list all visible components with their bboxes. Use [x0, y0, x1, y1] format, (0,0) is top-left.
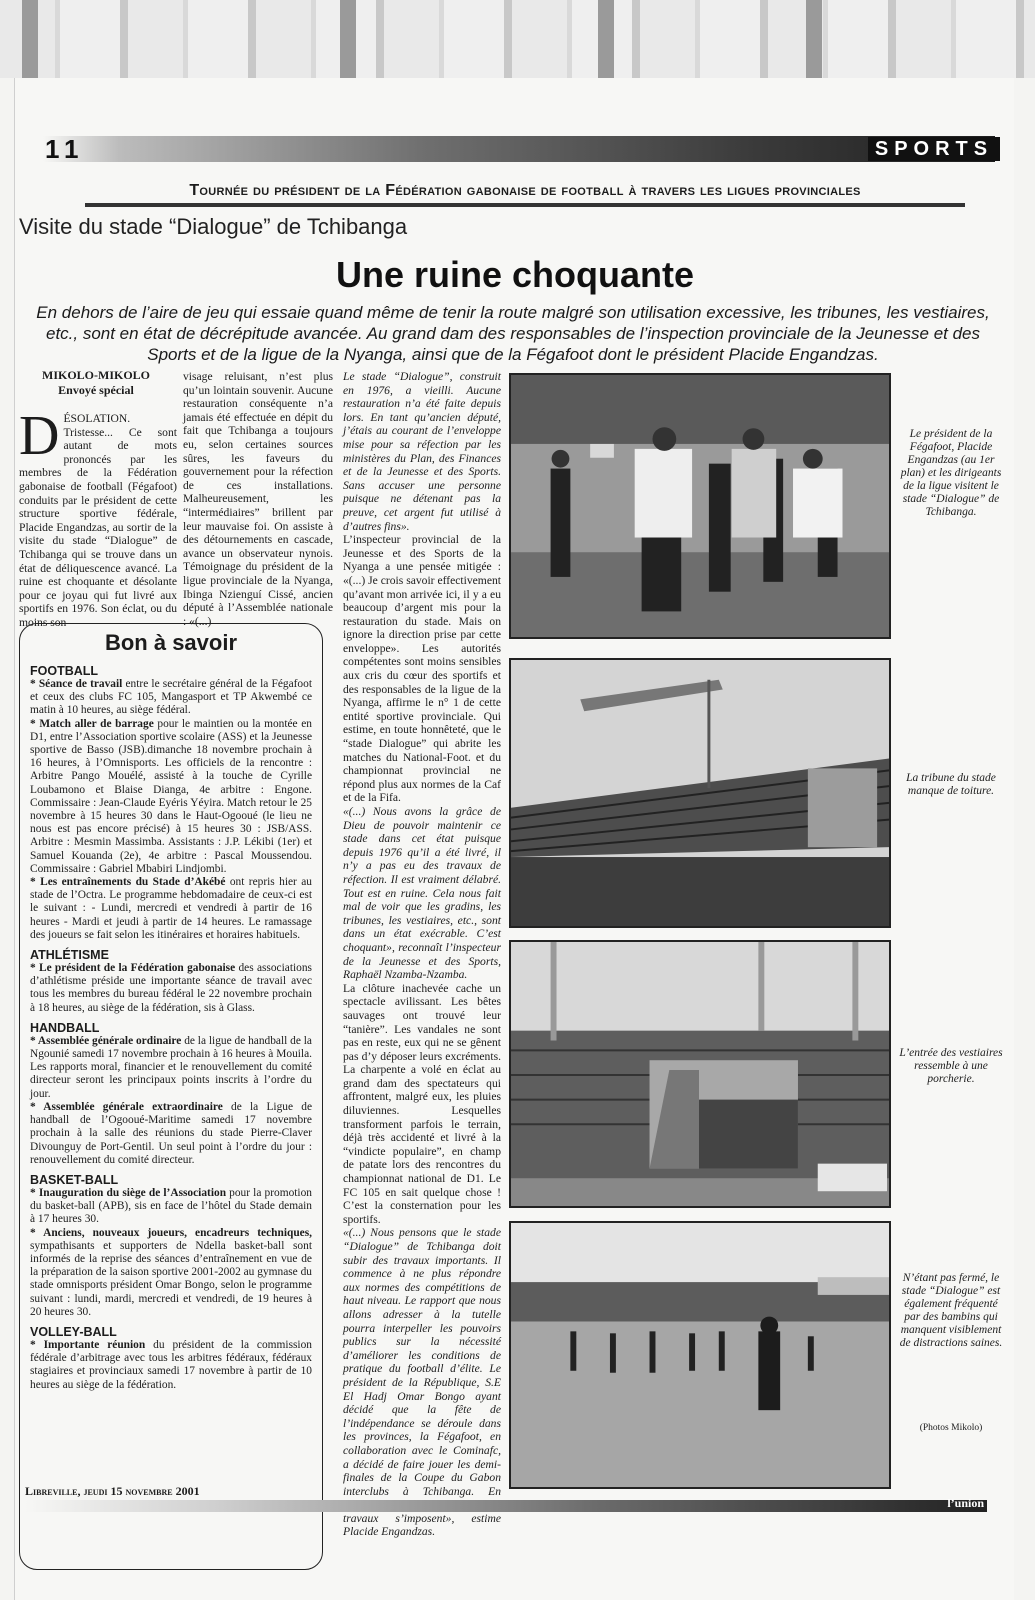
info-section-heading: FOOTBALL: [30, 664, 99, 678]
info-box: [19, 623, 323, 1570]
newspaper-page: [14, 78, 1014, 1600]
info-item: [30, 876, 312, 942]
info-box-body: [30, 664, 312, 1392]
photo-caption: N’étant pas fermé, le stade “Dialogue” est également fréquenté par des bambins qui manquent visiblement de distractions saines.: [899, 1272, 1003, 1349]
section-label: SPORTS: [868, 137, 1000, 161]
photo-credit: (Photos Mikolo): [919, 1423, 983, 1433]
info-item-lead: * Assemblée générale ordinaire: [30, 1034, 182, 1047]
info-item: [30, 1227, 312, 1319]
dateline: Libreville, jeudi 15 novembre 2001: [25, 1484, 200, 1498]
info-item: [30, 1187, 312, 1227]
info-item-lead: * Assemblée générale extraordinaire: [30, 1100, 223, 1113]
info-item: [30, 1035, 312, 1101]
info-item-text: ont repris hier au stade de l’Octra. Le programme hebdomadaire de ceux-ci est le suivant : - Lundi, mercredi et vendredi à partir de 16 heures - Mardi et jeudi à partir de 14 heures. Le ramassage des joueurs se fait selon les itinéraires et horaires habituels.: [30, 876, 312, 941]
info-section-heading: HANDBALL: [30, 1020, 100, 1035]
info-item-lead: * Match aller de barrage: [30, 717, 154, 730]
quote-paragraph: Le stade “Dialogue”, construit en 1976, a vieilli. Aucune restauration n’a été faite depuis lors. En tant qu’ancien député, j’étais au courant de l’enveloppe mise pour sa réfection par les ministères du Plan, des Finances et de la Jeunesse et des Sports. Sans accuser une personne puisque ne détenant pas la preuve, cet argent fut utilisé à d’autres fins».: [343, 370, 501, 533]
subtitle: Visite du stade “Dialogue” de Tchibanga: [19, 214, 408, 239]
byline-role: Envoyé spécial: [58, 383, 134, 397]
info-item-lead: * Inauguration du siège de l’Association: [30, 1186, 227, 1199]
info-item: [30, 678, 312, 718]
photo-grandstand: [509, 658, 891, 928]
info-item-text: du président de la commission fédérale d’arbitrage avec tous les arbitres fédéraux, fédéraux stagiaires et provinciaux samedi 17 novembre à partir de 10 heures au siège de la fédération.: [30, 1338, 312, 1391]
info-section-heading: ATHLÉTISME: [30, 948, 109, 963]
byline: [15, 368, 177, 398]
photo-caption: La tribune du stade manque de toiture.: [906, 772, 996, 797]
kicker-rule: [85, 203, 965, 207]
photo-locker-room-entrance: [509, 940, 891, 1208]
info-item-text: pour la promotion du basket-ball (APB), sis en face de l’hôtel du Stade demain à 17 heures 30.: [30, 1186, 312, 1226]
info-section-heading: VOLLEY-BALL: [30, 1324, 117, 1339]
info-item: [30, 1339, 312, 1392]
body-paragraph: L’inspecteur provincial de la Jeunesse et des Sports de la Nyanga a une pensée mitigée : «(...) Je crois savoir effectivement qu’avant mon arrivée ici, il y a eu beaucoup d’argent mis pour la restauration du stade. Mais on ignore la direction prise par cette enveloppe». Les autorités compétentes sont moins sensibles aux cris du cœur des sportifs et des responsables de la ligue de la Nyanga, affirme le n° 1 de cette entité sportive provinciale. Qui estime, en toute honnêteté, que le “stade Dialogue” qui abrite les matches du National-Foot. et du championnat provincial ne répond plus aux normes de la Caf et de la Fifa.: [343, 533, 501, 805]
column-text: ÉSOLATION. Tristesse... Ce sont autant de mots prononcés par les membres de la Fédération gabonaise de football (Fégafoot) conduits par le président de cette structure sportive fédérale, Placide Engandzas, au sortir de la visite du stade “Dialogue” de Tchibanga qui se trouve dans un état de déliquescence avancé. La ruine est choquante et désolante pour ce joyau qui fut livré aux sportifs en 1976. Son éclat, ou du moins son: [19, 412, 177, 629]
byline-name: MIKOLO-MIKOLO: [42, 368, 150, 382]
info-box-title: Bon à savoir: [104, 630, 238, 655]
info-item-text: pour le maintien ou la montée en D1, entre l’Association sportive scolaire (ASS) et la Jeunesse sportive de Basso (JSB).dimanche 18 novembre prochain à 16 heures, à l’Omnisports. Les officiels de la rencontre : Arbitre Pango Mouélé, assisté à la touche de Cyrille Loubamono et Blaise Dianga, 4e arbitre : Engone. Commissaire : Jean-Claude Eyéris Yéyira. Match retour le 25 novembre à 15 heures 30 dans le Haut-Ogooué (le lieu ne nous est pas encore précisé) à 15 heures 30 : JSB/ASS. Arbitre : Mesmin Massimba. Assistants : J.P. Lékibi (1er) et Samuel Kouanda (2e), 4e arbitre : Pascal Moussendou. Commissaire : Gabriel Mbabiri Lindjombi.: [30, 717, 312, 875]
info-item-text: de la Ligue de handball de l’Ogooué-Maritime samedi 17 novembre prochain à la salle des réunions du stade Pierre-Claver Divounguy de Port-Gentil. Un seul point à l’ordre du jour : renouvellement du comité directeur.: [30, 1100, 312, 1166]
info-item-text: entre le secrétaire général de la Fégafoot et ceux des clubs FC 105, Mangasport et TP Akwembé ce matin à 10 heures, au siège fédéral.: [30, 678, 312, 717]
photo-officials-visit: [509, 373, 891, 639]
kicker: Tournée du président de la Fédération gabonaise de football à travers les ligues provinciales: [189, 182, 861, 199]
info-item-lead: * Importante réunion: [30, 1338, 146, 1351]
scan-artifact: [340, 0, 356, 78]
scan-artifact: [22, 0, 38, 78]
info-item-text: des associations d’athlétisme préside une importante séance de travail avec tous les membres du bureau fédéral le 22 novembre prochain à 18 heures, au siège de la fédération, sis à Glass.: [30, 962, 312, 1014]
scan-margin: [0, 0, 1035, 78]
info-item: [30, 1101, 312, 1167]
info-item-text: de la ligue de handball de la Ngounié samedi 17 novembre prochain à 16 heures à Mouila. Les rapports moral, financier et le renouvellement du comité directeur seront les principaux points inscrits à l’ordre du jour.: [30, 1034, 312, 1100]
photo-caption: Le président de la Fégafoot, Placide Engandzas (au 1er plan) et les dirigeants de la ligue visitent le stade “Dialogue” de Tchibanga.: [900, 428, 1002, 518]
article-column-3: [343, 370, 501, 1539]
info-item-lead: * Séance de travail: [30, 678, 123, 690]
masthead: l’union: [947, 1496, 984, 1510]
headline: Une ruine choquante: [335, 254, 695, 295]
lead-paragraph: En dehors de l’aire de jeu qui essaie quand même de tenir la route malgré son utilisation excessive, les tribunes, les vestiaires, etc., sont en état de décrépitude avancée. Au grand dam des responsables de l’inspection provinciale de la Jeunesse et des Sports et de la ligue de la Nyanga, ainsi que de la Fégafoot dont le président Placide Engandzas.: [36, 303, 990, 364]
info-item: [30, 718, 312, 876]
quote-paragraph: «(...) Nous avons la grâce de Dieu de pouvoir maintenir ce stade dans cet état puisque depuis 1976 qu’il a été livré, il n’y a pas eu des travaux de réfection. Il est vraiment délabré. Tout est en ruine. Cela nous fait mal de voir que les gradins, les tribunes, les vestiaires, etc., sont dans un état exécrable. C’est choquant», reconnaît l’inspecteur de la Jeunesse et des Sports, Raphaël Nzamba-Nzamba.: [343, 805, 501, 982]
scan-artifact: [806, 0, 822, 78]
article-column-2: visage reluisant, n’est plus qu’un lointain souvenir. Aucune restauration conséquente n’a jamais été effectuée en dépit du fait que Tchibanga a toujours eu, selon certaines sources sûres, les faveurs du gouvernement pour la réfection de ces installations. Malheureusement, les “intermédiaires” brillent par leur mauvaise foi. On assiste à des détournements en cascade, avance un observateur nynois. Témoignage du président de la ligue provinciale de la Nyanga, Ibinga Nzienguí Cissé, ancien député à l’Assemblée nationale : «(...): [183, 370, 333, 628]
article-column-1: [19, 405, 177, 630]
page-number: 11: [45, 134, 85, 164]
info-item-lead: * Anciens, nouveaux joueurs, encadreurs techniques,: [30, 1226, 312, 1239]
header-bar: [43, 136, 995, 162]
info-item-lead: * Le président de la Fédération gabonaise: [30, 962, 236, 975]
scan-artifact: [598, 0, 614, 78]
footer-bar: [25, 1500, 987, 1512]
info-item: [30, 962, 312, 1015]
photo-children-playing: [509, 1221, 891, 1489]
quote-paragraph: «(...) Nous pensons que le stade “Dialogue” de Tchibanga doit subir des travaux importants. Il commence à ne plus répondre aux normes des compétitions de haut niveau. Le rapport que nous allons adresser à la tutelle pourra interpeller les pouvoirs publics sur la nécessité d’améliorer les conditions de pratique du football d’élite. Le président de la République, S.E El Hadj Omar Bongo ayant décidé que la fête de l’indépendance se déroule dans les provinces, la Fégafoot, en collaboration avec le Cominafc, a décidé de faire jouer les demi-finales de la Coupe du Gabon interclubs à Tchibanga. En travaux s’imposent», estime Placide Engandzas.: [343, 1226, 501, 1539]
drop-cap: D: [19, 405, 60, 467]
body-paragraph: La clôture inachevée cache un spectacle avilissant. Les bêtes sauvages ont trouvé leur “tanière”. Les vandales ne sont pas en reste, eux qui ne se gênent pas d’y déposer leurs excréments. La charpente a volé en éclat au grand dam des spectateurs qui affrontent, malgré eux, les pluies diluviennes. Lesquelles transforment parfois le terrain, déjà très accidenté et livré à la “vindicte populaire”, en champ de patate lors des rencontres du championnat national de D1. Le FC 105 en sait quelque chose ! C’est la consternation pour les sportifs.: [343, 981, 501, 1226]
info-item-text: sympathisants et supporters de Ndella basket-ball sont informés de la reprise des séances d’entraînement en vue de la préparation de la saison sportive 2001-2002 au gymnase du stade omnisports président Omar Bongo, selon le programme suivant : lundi, mardi, mercredi et vendredi, de 19 heures à 20 heures 30.: [30, 1239, 312, 1318]
photo-caption: L’entrée des vestiaires ressemble à une porcherie.: [899, 1047, 1003, 1085]
info-item-lead: * Les entraînements du Stade d’Akébé: [30, 876, 226, 889]
info-section-heading: BASKET-BALL: [30, 1172, 119, 1187]
